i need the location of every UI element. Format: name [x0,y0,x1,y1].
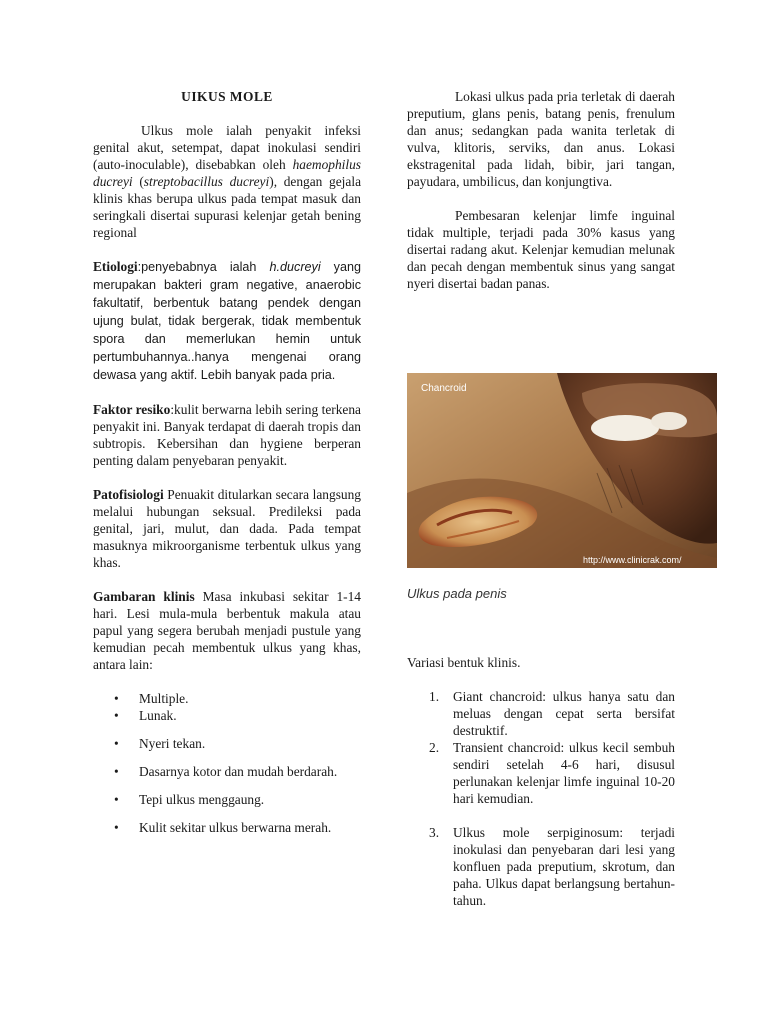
document-title: UIKUS MOLE [181,89,273,104]
photo-label: Chancroid [421,383,467,394]
list-item: • Tepi ulkus menggaung. [93,791,361,808]
variasi-list [407,688,675,909]
faktor-resiko-paragraph: Faktor resiko:kulit berwarna lebih sering terkena penyakit ini. Banyak terdapat di daerah tropis dan subtropis. Kebersihan dan hygiene berperan penting dalam penyebaran penyakit. [93,402,362,468]
list-item: • Nyeri tekan. [93,735,361,752]
intro-paragraph: Ulkus mole ialah penyakit infeksi genital akut, setempat, dapat inokulasi sendiri (auto-inoculable), disebabkan oleh haemophilus ducreyi (streptobacillus ducreyi), dengan gejala klinis khas berupa ulkus pada tempat masuk dan seringkali disertai supurasi kelenjar getah bening regional [93,123,362,240]
list-item: 3. Ulkus mole serpiginosum: terjadi inokulasi dan penyebaran dari lesi yang konfluen pada preputium, skrotum, dan paha. Ulkus dapat berlangsung bertahun-tahun. [429,825,675,908]
photo-caption: Ulkus pada penis [407,586,507,601]
list-item: 1. Giant chancroid: ulkus hanya satu dan meluas dengan cepat serta bersifat destruktif. [429,689,675,738]
chancroid-photo [407,373,717,568]
variasi-title: Variasi bentuk klinis. [407,655,521,670]
gambaran-klinis-paragraph: Gambaran klinis Masa inkubasi sekitar 1-14 hari. Lesi mula-mula berbentuk makula atau papul yang segera berubah menjadi pustule yang kemudian pecah membentuk ulkus yang khas, antara lain: [93,589,361,672]
right-column [407,88,675,292]
list-item: • Multiple. [93,690,361,707]
left-column [93,88,361,836]
patofisiologi-paragraph: Patofisiologi Penuakit ditularkan secara langsung melalui hubungan seksual. Predileksi pada genital, jari, mulut, dan dada. Pada tempat masuknya mikroorganisme terbentuk ulkus yang khas. [93,487,361,570]
etiologi-paragraph: Etiologi:penyebabnya ialah h.ducreyi yang merupakan bakteri gram negative, anaerobic fakultatif, berbentuk batang pendek dengan ujung bulat, tidak bergerak, tidak membentuk spora dan memerlukan hemin untuk pertumbuhannya..hanya mengenai orang dewasa yang aktif. Lebih banyak pada pria. [93,259,361,382]
variasi-section [407,654,675,909]
symptom-list [93,690,361,836]
list-item: • Lunak. [93,707,361,724]
pembesaran-paragraph: Pembesaran kelenjar limfe inguinal tidak multiple, terjadi pada 30% kasus yang disertai radang akut. Kelenjar kemudian melunak dan pecah dengan membentuk sinus yang sangat nyeri disertai badan panas. [407,208,675,291]
lokasi-paragraph: Lokasi ulkus pada pria terletak di daerah preputium, glans penis, batang penis, frenulum dan anus; sedangkan pada wanita terletak di vulva, klitoris, serviks, dan anus. Lokasi ekstragenital pada lidah, bibir, jari tangan, payudara, umbilicus, dan konjungtiva. [407,89,675,189]
list-item: 2. Transient chancroid: ulkus kecil sembuh sendiri setelah 4-6 hari, disusul perlunakan kelenjar limfe inguinal 10-20 hari kemudian. [429,740,675,806]
list-item: • Kulit sekitar ulkus berwarna merah. [93,819,361,836]
list-item: • Dasarnya kotor dan mudah berdarah. [93,763,361,780]
photo-watermark: http://www.clinicrak.com/ [583,555,682,565]
